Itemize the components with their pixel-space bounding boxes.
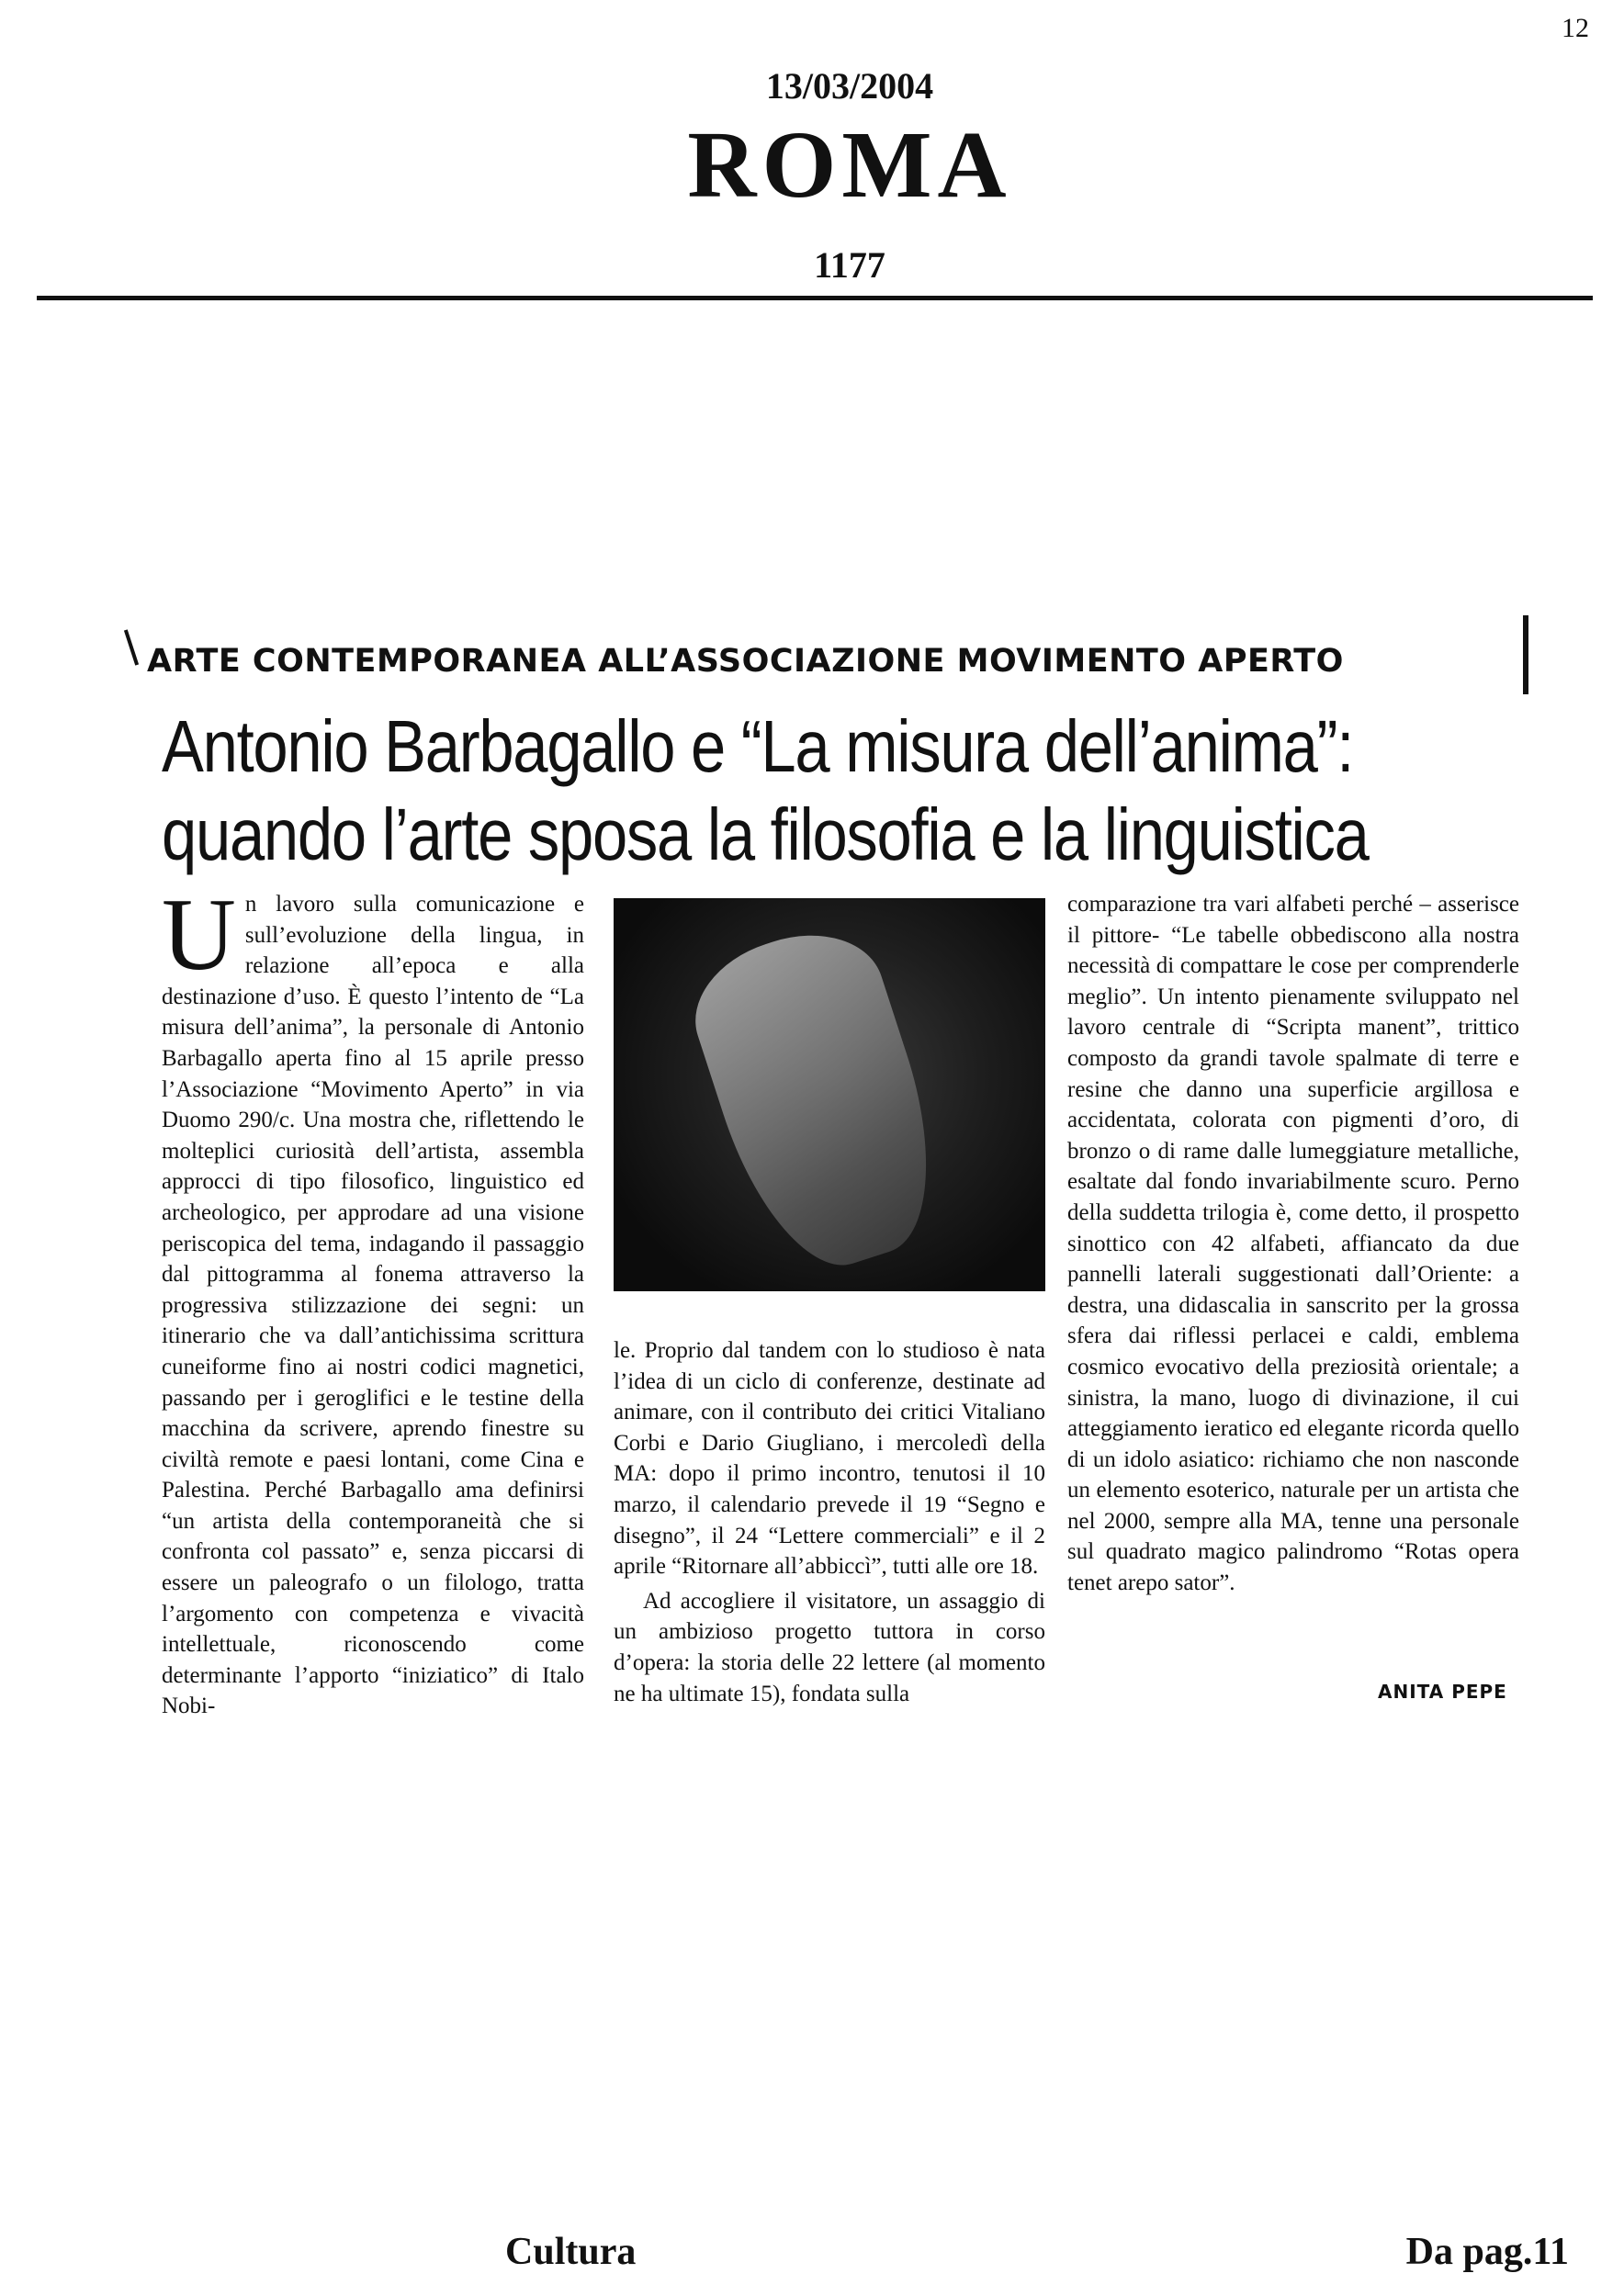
publication-date: 13/03/2004	[765, 65, 934, 107]
article-byline: ANITA PEPE	[1378, 1681, 1507, 1703]
header-divider	[37, 296, 1593, 300]
page-number: 12	[1562, 13, 1589, 43]
column-1-text: Un lavoro sulla comunicazione e sull’evoluzione della lingua, in relazione all’epoca e alla destinazione d’uso. È questo l’intento de “La misura dell’anima”, la personale di Antonio Barbagallo aperta fino al 15 aprile presso l’Associazione “Movimento Aperto” in via Duomo 290/c. Una mostra che, riflettendo le molteplici curiosità dell’artista, assembla approcci di tipo filosofico, linguistico ed archeologico, per approdare ad una visione periscopica del tema, indagando il passaggio dal pittogramma al fonema attraverso la progressiva stilizzazione dei segni: un itinerario che va dall’antichissima scrittura cuneiforme fino ai nostri codici magnetici, passando per i geroglifici e le testine della macchina da scrivere, aprendo finestre su civiltà remote e paesi lontani, come Cina e Palestina. Perché Barbagallo ama definirsi “un artista della contemporaneità che si confronta col passato” e, senza piccarsi di essere un paleografo o un filologo, tratta l’argomento con competenza e vivacità intellettuale, riconoscendo come determinante l’apporto “iniziatico” di Italo Nobi-	[162, 878, 584, 1719]
kicker-mark-left	[124, 629, 139, 665]
hand-sculpture-image	[678, 913, 964, 1287]
article-headline	[162, 703, 1369, 879]
footer-continued-from: Da pag.11	[1405, 2231, 1569, 2273]
headline-line-2: quando l’arte sposa la filosofia e la linguistica	[162, 793, 1369, 875]
newspaper-masthead: ROMA	[687, 112, 1012, 218]
column-3-text: comparazione tra vari alfabeti perché – asserisce il pittore- “Le tabelle obbediscono alla nostra necessità di compattare le cose per comprenderle meglio”. Un intento pienamente sviluppato nel lavoro centrale di “Scripta manent”, trittico composto da grandi tavole spalmate di terre e resine che danno una superficie argillosa e accidentata, colorata con pigmenti d’oro, di bronzo o di rame dalle lumeggiature metalliche, esaltate dal fondo invariabilmente scuro. Perno della suddetta trilogia è, come detto, il prospetto sinottico con 42 alfabeti, affiancato da due pannelli laterali suggestionati dall’Oriente: a destra, una didascalia in sanscrito per la grossa sfera dai riflessi perlacei e caldi, emblema cosmico evocativo della preziosità orientale; a sinistra, la mano, luogo di divinazione, il cui atteggiamento ieratico ed elegante ricorda quello di un idolo asiatico: richiamo che non nasconde un elemento esoterico, naturale per un artista che nel 2000, sempre alla MA, tenne una personale sul quadrato magico palindromo “Rotas opera tenet arepo sator”.	[1067, 892, 1519, 1596]
footer-section-name: Cultura	[505, 2231, 637, 2273]
column-2-paragraph-1: le. Proprio dal tandem con lo studioso è nata l’idea di un ciclo di conferenze, destinate ad animare, con il contributo dei critici Vitaliano Corbi e Dario Giugliano, i mercoledì della MA: dopo il primo incontro, tenutosi il 10 marzo, il calendario prevede il 19 “Segno e disegno”, il 24 “Lettere commerciali” e il 2 aprile “Ritornare all’abbiccì”, tutti alle ore 18.	[614, 1338, 1045, 1580]
article-kicker: ARTE CONTEMPORANEA ALL’ASSOCIAZIONE MOVIMENTO APERTO	[147, 643, 1344, 680]
article-column-1	[162, 878, 584, 1722]
issue-number: 1177	[814, 244, 885, 286]
artwork-photo	[614, 898, 1045, 1291]
article-column-3	[1067, 889, 1519, 1599]
article-column-2	[614, 1335, 1045, 1709]
kicker-mark-right	[1523, 615, 1528, 694]
headline-line-1: Antonio Barbagallo e “La misura dell’anima”:	[162, 705, 1354, 787]
column-2-paragraph-2: Ad accogliere il visitatore, un assaggio di un ambizioso progetto tuttora in corso d’opera: la storia delle 22 lettere (al momento ne ha ultimate 15), fondata sulla	[614, 1588, 1045, 1706]
